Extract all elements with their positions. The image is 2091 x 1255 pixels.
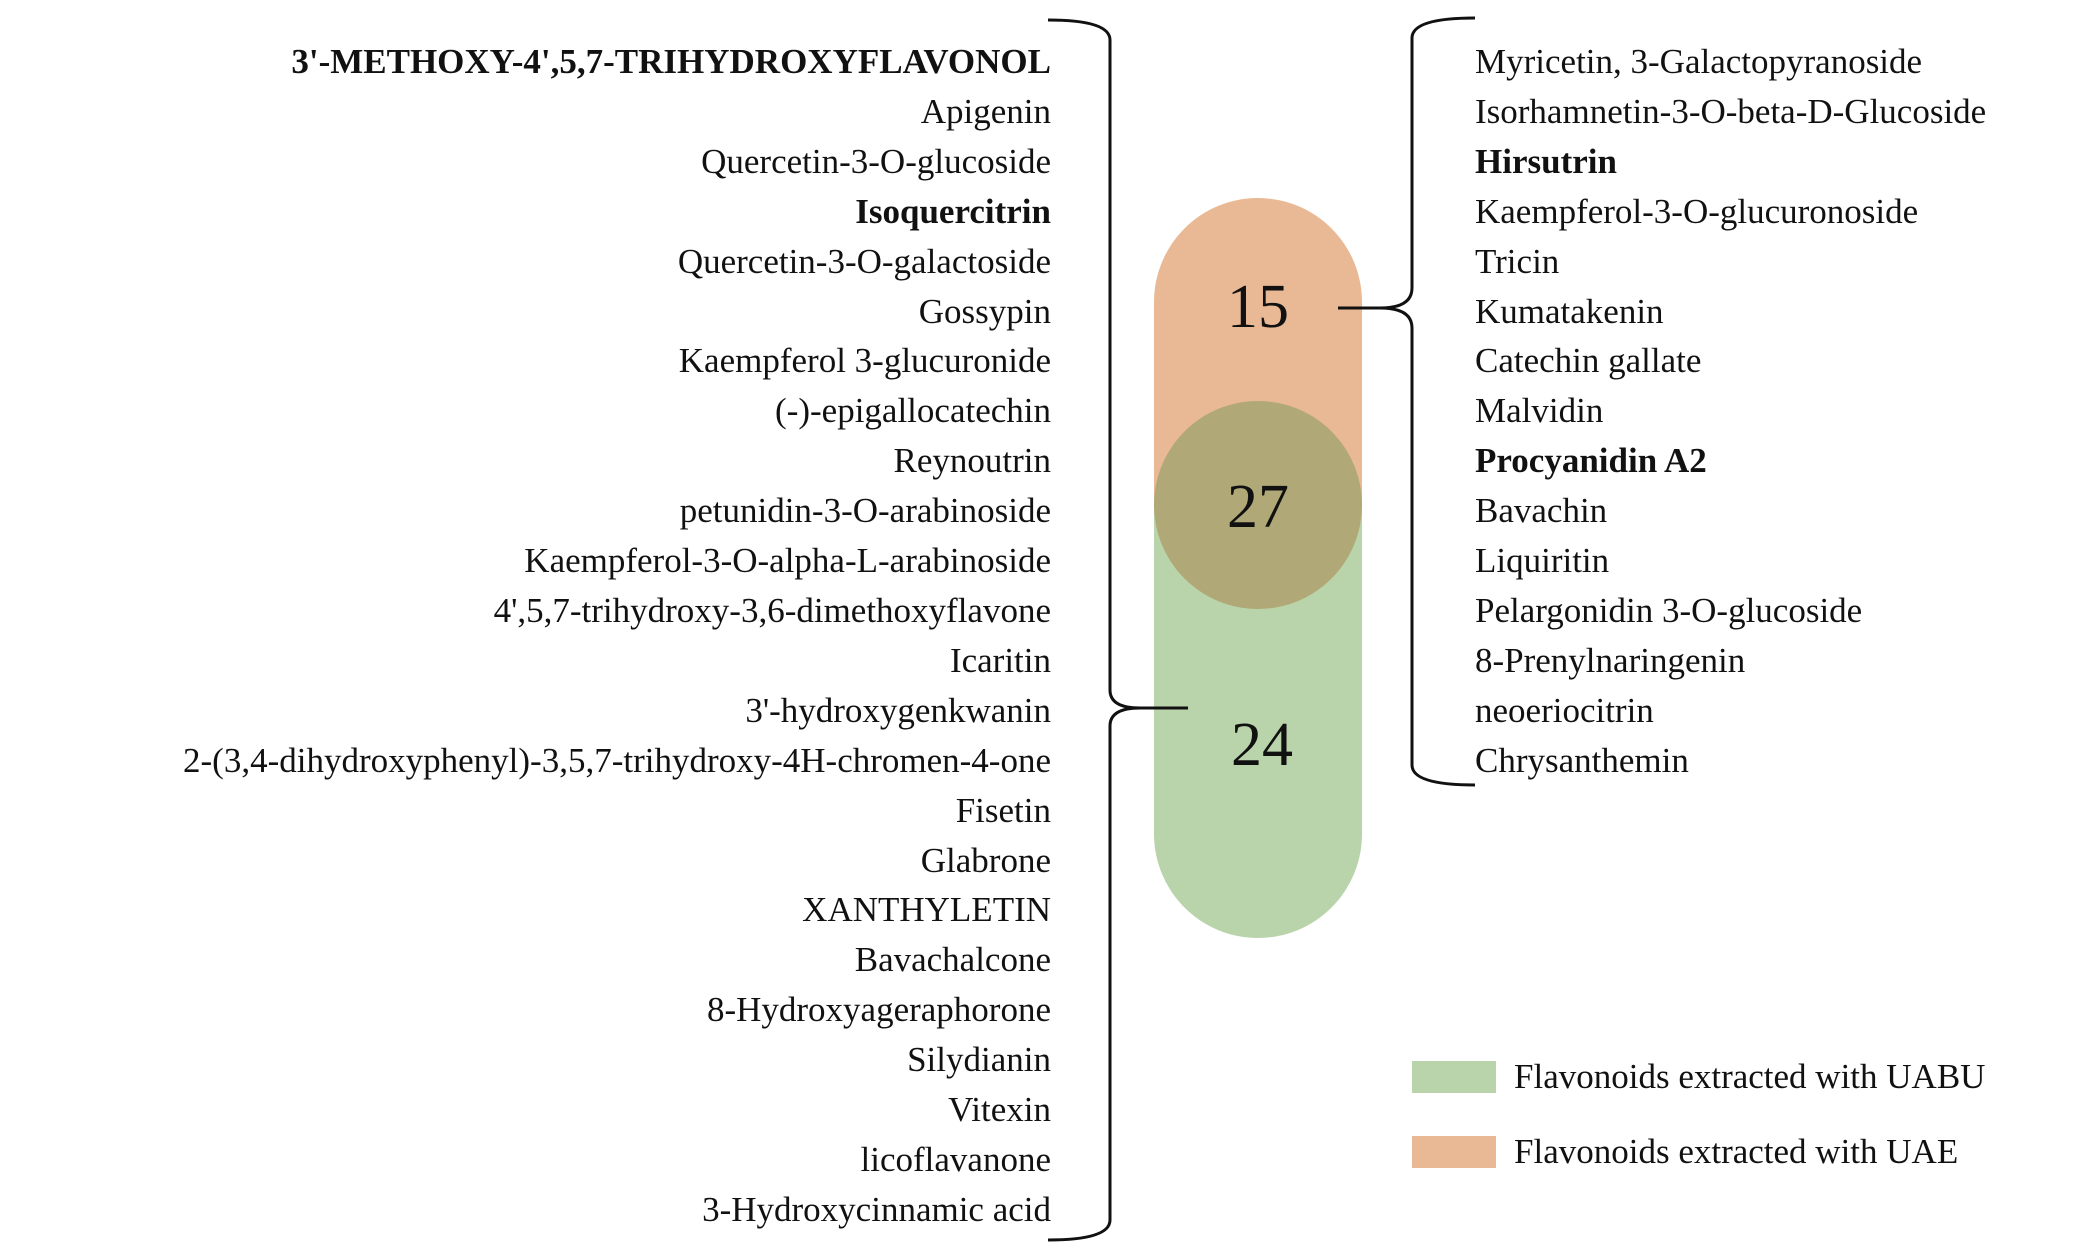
right-compound-item: Pelargonidin 3-O-glucoside (1475, 590, 1863, 630)
right-compound-item: Isorhamnetin-3-O-beta-D-Glucoside (1475, 91, 1987, 131)
left-compound-item: Silydianin (907, 1040, 1051, 1080)
right-compound-item: Myricetin, 3-Galactopyranoside (1475, 42, 1923, 81)
right-compound-item: Kaempferol-3-O-glucuronoside (1475, 191, 1919, 231)
left-compound-item: Reynoutrin (893, 441, 1051, 481)
right-compound-item: Procyanidin A2 (1475, 441, 1707, 481)
right-compound-item: Chrysanthemin (1475, 740, 1689, 780)
left-compound-item: 4',5,7-trihydroxy-3,6-dimethoxyflavone (493, 590, 1051, 630)
right-compound-item: Catechin gallate (1475, 341, 1702, 381)
left-compound-item: Quercetin-3-O-glucoside (701, 141, 1051, 181)
legend-swatch-uae (1412, 1136, 1496, 1168)
left-compound-item: Apigenin (920, 91, 1051, 131)
left-compound-item: Isoquercitrin (855, 191, 1051, 231)
left-compound-item: 3'-METHOXY-4',5,7-TRIHYDROXYFLAVONOL (291, 42, 1051, 81)
left-compound-item: (-)-epigallocatechin (775, 391, 1051, 431)
left-compound-item: petunidin-3-O-arabinoside (679, 491, 1051, 531)
right-compound-item: neoeriocitrin (1475, 690, 1654, 730)
legend-label-uabu: Flavonoids extracted with UABU (1514, 1057, 1986, 1096)
left-compound-item: 2-(3,4-dihydroxyphenyl)-3,5,7-trihydroxy-4H-chromen-4-one (183, 740, 1051, 780)
overlap-count: 27 (1227, 473, 1289, 541)
uabu-only-count: 24 (1231, 711, 1293, 779)
left-compound-item: Gossypin (918, 291, 1051, 331)
legend-label-uae: Flavonoids extracted with UAE (1514, 1132, 1959, 1171)
right-compound-item: Liquiritin (1475, 541, 1610, 581)
left-compound-item: Kaempferol-3-O-alpha-L-arabinoside (524, 541, 1051, 581)
left-compound-item: XANTHYLETIN (802, 890, 1051, 930)
uae-only-compound-list (1475, 37, 1986, 786)
left-compound-item: 3-Hydroxycinnamic acid (702, 1189, 1051, 1229)
uae-only-count: 15 (1227, 273, 1289, 341)
right-compound-item: Bavachin (1475, 491, 1608, 531)
left-compound-item: Icaritin (949, 640, 1051, 680)
right-compound-item: Malvidin (1475, 391, 1604, 431)
left-compound-item: 3'-hydroxygenkwanin (745, 690, 1051, 730)
left-compound-item: Glabrone (920, 840, 1051, 880)
left-compound-item: licoflavanone (860, 1139, 1051, 1179)
uabu-only-compound-list (183, 37, 1051, 1235)
left-compound-item: Fisetin (955, 790, 1051, 830)
legend-swatch-uabu (1412, 1061, 1496, 1093)
right-compound-item: 8-Prenylnaringenin (1475, 640, 1746, 680)
left-compound-item: 8-Hydroxyageraphorone (706, 990, 1051, 1030)
right-compound-item: Kumatakenin (1475, 291, 1664, 331)
left-compound-item: Kaempferol 3-glucuronide (678, 341, 1051, 381)
left-compound-item: Vitexin (948, 1090, 1051, 1130)
right-compound-item: Tricin (1475, 241, 1560, 281)
left-compound-item: Bavachalcone (854, 940, 1051, 980)
left-compound-item: Quercetin-3-O-galactoside (677, 241, 1051, 281)
right-compound-item: Hirsutrin (1475, 141, 1617, 181)
